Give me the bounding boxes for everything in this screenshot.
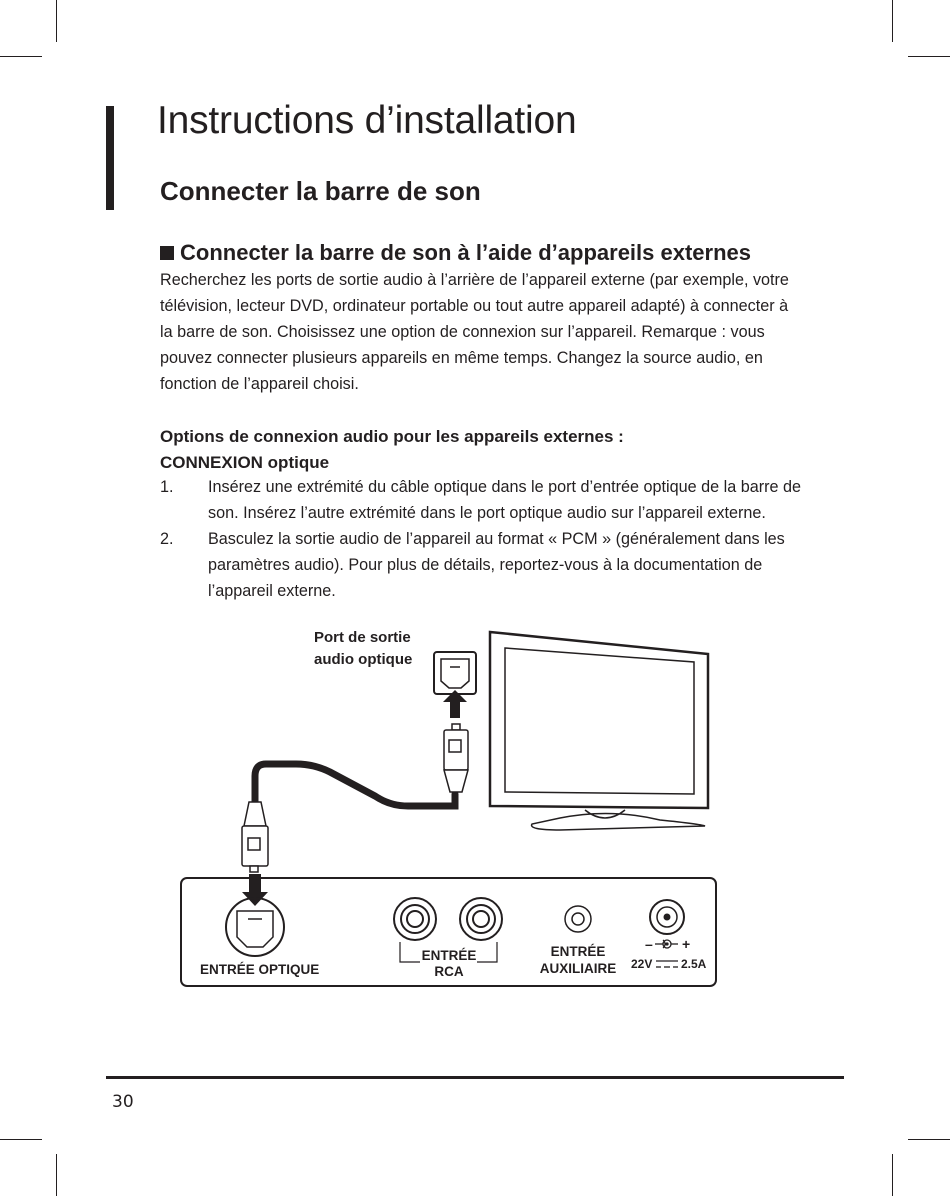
page-title: Instructions d’installation xyxy=(157,99,577,142)
dc-symbol-icon xyxy=(656,961,678,967)
power-minus-sign: – xyxy=(645,936,653,952)
step-text: Basculez la sortie audio de l’appareil au format « PCM » (généralement dans les paramètres audio). Pour plus de détails, reportez-vous à la documentation de l’appareil externe. xyxy=(208,530,785,600)
footer-rule xyxy=(106,1076,844,1079)
polarity-icon xyxy=(655,940,678,948)
page-number: 30 xyxy=(112,1092,134,1112)
optical-input-port-icon xyxy=(226,898,284,956)
power-current: 2.5A xyxy=(681,957,707,971)
dc-power-port-icon xyxy=(650,900,684,934)
rca-label-line2: RCA xyxy=(434,964,464,979)
step-text: Insérez une extrémité du câble optique dans le port d’entrée optique de la barre de son. Insérez l’autre extrémité dans le port optique audio sur l’appareil externe. xyxy=(208,478,802,522)
page-subtitle: Connecter la barre de son xyxy=(160,176,481,206)
options-heading: Options de connexion audio pour les appareils externes : xyxy=(160,427,624,446)
tv-icon xyxy=(490,632,708,830)
optical-plug-icon xyxy=(242,802,268,872)
optical-in-label: ENTRÉE OPTIQUE xyxy=(200,962,320,977)
rca-right-port-icon xyxy=(460,898,502,940)
optical-plug-icon xyxy=(444,724,468,792)
intro-paragraph: Recherchez les ports de sortie audio à l’arrière de l’appareil externe (par exemple, votre télévision, lecteur DVD, ordinateur portable ou tout autre appareil adapté) à connecter à la barre de son. Choisissez une option de connexion sur l’appareil. Remarque : vous pouvez connecter plusieurs appareils en même temps. Changez la source audio, en fonction de l’appareil choisi. xyxy=(160,271,789,393)
step-number: 2. xyxy=(160,530,174,548)
tv-optical-port-icon xyxy=(434,652,476,694)
rca-label-line1: ENTRÉE xyxy=(421,948,477,963)
section-heading-text: Connecter la barre de son à l’aide d’appareils externes xyxy=(180,240,752,265)
optical-cable xyxy=(255,764,455,806)
tv-port-label-line2: audio optique xyxy=(314,651,413,668)
tv-port-label-line1: Port de sortie xyxy=(314,629,411,646)
power-plus-sign: + xyxy=(682,936,691,952)
rca-left-port-icon xyxy=(394,898,436,940)
step-number: 1. xyxy=(160,478,174,496)
aux-port-icon xyxy=(565,906,591,932)
connection-type-heading: CONNEXION optique xyxy=(160,453,330,472)
aux-label-line2: AUXILIAIRE xyxy=(539,961,617,976)
power-voltage: 22V xyxy=(631,957,653,971)
aux-label-line1: ENTRÉE xyxy=(550,944,606,959)
